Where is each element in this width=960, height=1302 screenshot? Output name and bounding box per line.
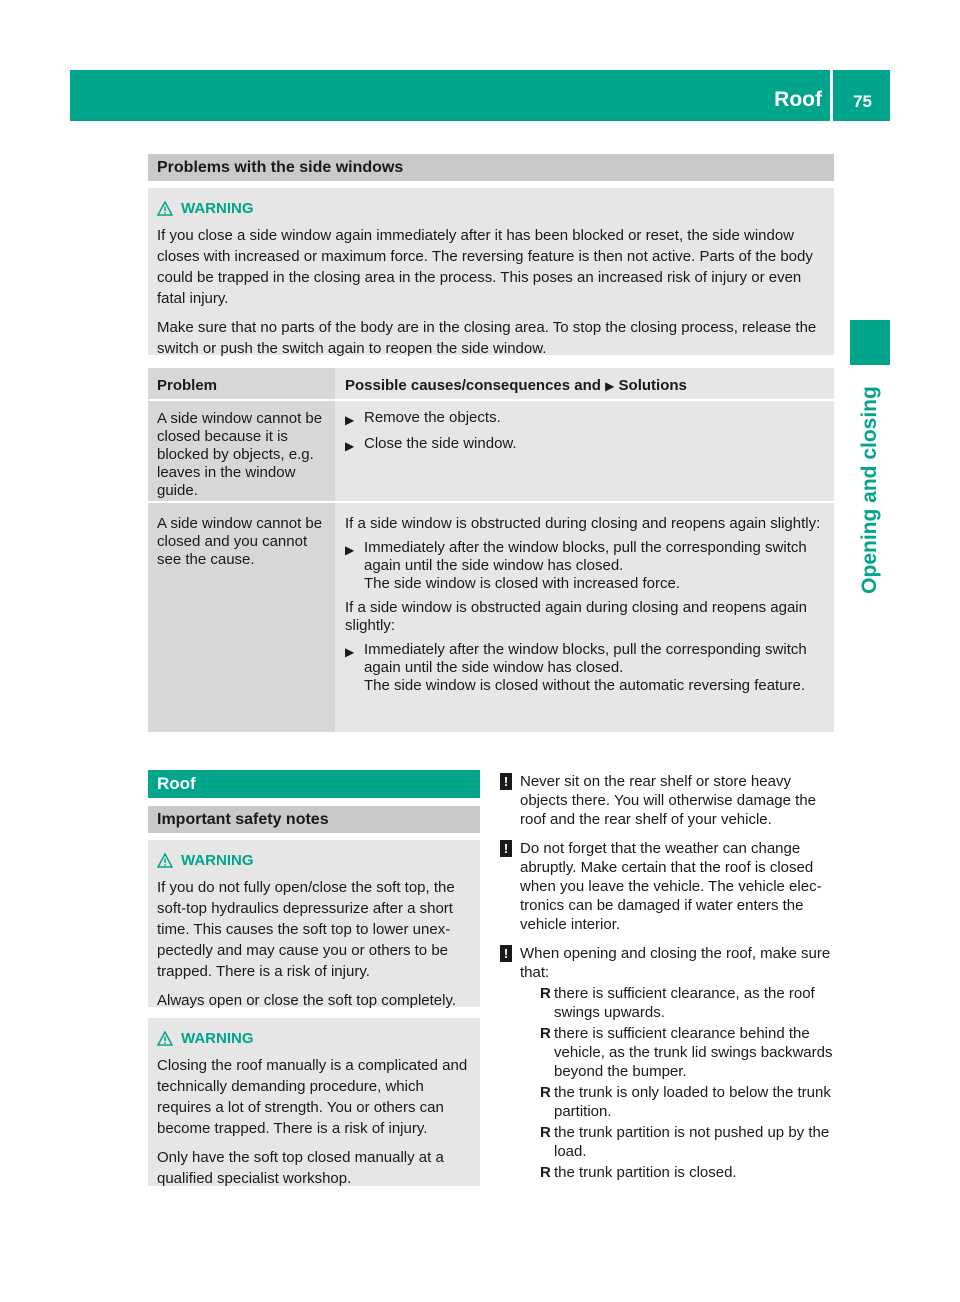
list-item xyxy=(540,1163,840,1182)
table-row1-problem xyxy=(148,401,335,501)
side-windows-heading-text: Problems with the side windows xyxy=(157,159,404,176)
bullet-r-icon: R xyxy=(540,985,551,1002)
bullet-r-icon: R xyxy=(540,1124,551,1141)
exclamation-icon: ! xyxy=(500,945,512,962)
warning-text: Closing the roof manually is a complicated and technically demanding procedure, which requires a lot of strength. You or others can become trapped. There is a risk of injury. xyxy=(157,1057,468,1137)
warning-title: WARNING xyxy=(181,852,254,869)
bullet-r-icon: R xyxy=(540,1025,551,1042)
warning-title: WARNING xyxy=(181,200,254,217)
row2-step2-block xyxy=(364,641,826,695)
arrow-right-icon: ▶ xyxy=(345,439,355,453)
roof-warning-1 xyxy=(148,840,480,1007)
side-windows-table xyxy=(148,368,834,732)
bullet-r-icon: R xyxy=(540,1084,551,1101)
row2-step2: Immediately after the window blocks, pull the corresponding switch again until the side window has closed. xyxy=(364,641,807,676)
roof-heading-text: Roof xyxy=(157,774,196,793)
side-windows-heading xyxy=(148,154,834,181)
bullet-r-icon: R xyxy=(540,1164,551,1181)
col2-header-solutions: Solutions xyxy=(618,377,687,394)
note-text: Do not forget that the weather can change abruptly. Make certain that the roof is closed when you leave the vehicle. The vehicle elec- tronics can be damaged if water enters the vehicle interior. xyxy=(520,840,822,933)
row2-intro2: If a side window is obstructed again during closing and reopens again slightly: xyxy=(345,599,807,634)
arrow-right-icon: ▶ xyxy=(345,413,355,427)
row1-problem-text: A side window cannot be closed because it is blocked by objects, e.g. leaves in the window guide. xyxy=(157,410,323,499)
list-item xyxy=(345,641,826,695)
row2-intro1: If a side window is obstructed during closing and reopens again slightly: xyxy=(345,515,821,532)
warning-triangle-icon xyxy=(157,853,173,868)
warning-header xyxy=(157,850,472,871)
list-item xyxy=(540,1024,840,1081)
warning-text: If you do not fully open/close the soft top, the soft-top hydraulics depressurize after a short time. This causes the soft top to lower unex- pectedly and may cause you or others to be trapped. There is a risk of injury. xyxy=(157,879,455,980)
roof-notes xyxy=(500,772,840,1192)
safety-notes-heading-text: Important safety notes xyxy=(157,811,329,828)
list-item xyxy=(540,1123,840,1161)
list-item-text: the trunk partition is closed. xyxy=(554,1164,737,1181)
note-text: When opening and closing the roof, make sure that: xyxy=(520,945,831,981)
chapter-tab-label: Opening and closing xyxy=(858,386,881,594)
row2-problem-text: A side window cannot be closed and you cannot see the cause. xyxy=(157,515,323,568)
header-divider xyxy=(830,70,833,121)
row2-result1: The side window is closed with increased force. xyxy=(364,575,680,592)
col2-header-text: Possible causes/consequences and xyxy=(345,377,601,394)
section-title: Roof xyxy=(774,88,822,111)
table-row1-solution xyxy=(337,401,834,501)
note-with-list xyxy=(520,944,840,1182)
warning-triangle-icon xyxy=(157,1031,173,1046)
note-item xyxy=(500,839,840,934)
warning-instruction: Make sure that no parts of the body are in the closing area. To stop the closing process, release the switch or push the switch again to reopen the side window. xyxy=(157,319,817,357)
note-item xyxy=(500,772,840,829)
list-item-text: there is sufficient clearance behind the vehicle, as the trunk lid swings backwards beyond the bumper. xyxy=(554,1025,833,1080)
requirements-list xyxy=(540,984,840,1182)
arrow-right-icon: ▶ xyxy=(605,379,615,393)
side-windows-warning xyxy=(148,188,834,355)
table-header-problem xyxy=(148,368,335,399)
warning-triangle-icon xyxy=(157,201,173,216)
list-item xyxy=(540,984,840,1022)
page-header-bar xyxy=(70,70,890,121)
warning-instruction: Always open or close the soft top completely. xyxy=(157,992,457,1009)
list-item xyxy=(540,1083,840,1121)
list-item-text: there is sufficient clearance, as the roof swings upwards. xyxy=(554,985,815,1021)
page-number: 75 xyxy=(853,92,872,111)
table-row2-solution xyxy=(337,503,834,732)
warning-text: If you close a side window again immediately after it has been blocked or reset, the side window closes with increased or maximum force. The reversing feature is then not active. Parts of the body could be trapped in the closing area in the process. This poses an increased risk of injury or even fatal injury. xyxy=(157,227,813,307)
table-row2-problem xyxy=(148,503,335,732)
exclamation-icon: ! xyxy=(500,840,512,857)
safety-notes-heading xyxy=(148,806,480,833)
row2-step1-block xyxy=(364,539,826,593)
list-item xyxy=(345,435,826,455)
roof-warning-2 xyxy=(148,1018,480,1186)
row2-step1: Immediately after the window blocks, pull the corresponding switch again until the side window has closed. xyxy=(364,539,807,574)
roof-heading xyxy=(148,770,480,798)
list-item xyxy=(345,409,826,429)
warning-header xyxy=(157,1028,472,1049)
row1-step1: Remove the objects. xyxy=(364,409,501,426)
row2-result2: The side window is closed without the automatic reversing feature. xyxy=(364,677,806,694)
note-item xyxy=(500,944,840,1182)
row1-step2: Close the side window. xyxy=(364,435,517,452)
warning-header xyxy=(157,198,826,219)
warning-title: WARNING xyxy=(181,1030,254,1047)
warning-instruction: Only have the soft top closed manually at a qualified specialist workshop. xyxy=(157,1149,444,1187)
list-item xyxy=(345,539,826,593)
col1-header-text: Problem xyxy=(157,377,218,394)
arrow-right-icon: ▶ xyxy=(345,645,355,659)
list-item-text: the trunk is only loaded to below the trunk partition. xyxy=(554,1084,831,1120)
exclamation-icon: ! xyxy=(500,773,512,790)
note-text: Never sit on the rear shelf or store heavy objects there. You will otherwise damage the roof and the rear shelf of your vehicle. xyxy=(520,773,817,828)
list-item-text: the trunk partition is not pushed up by the load. xyxy=(554,1124,830,1160)
table-header-solutions xyxy=(337,368,834,399)
arrow-right-icon: ▶ xyxy=(345,543,355,557)
